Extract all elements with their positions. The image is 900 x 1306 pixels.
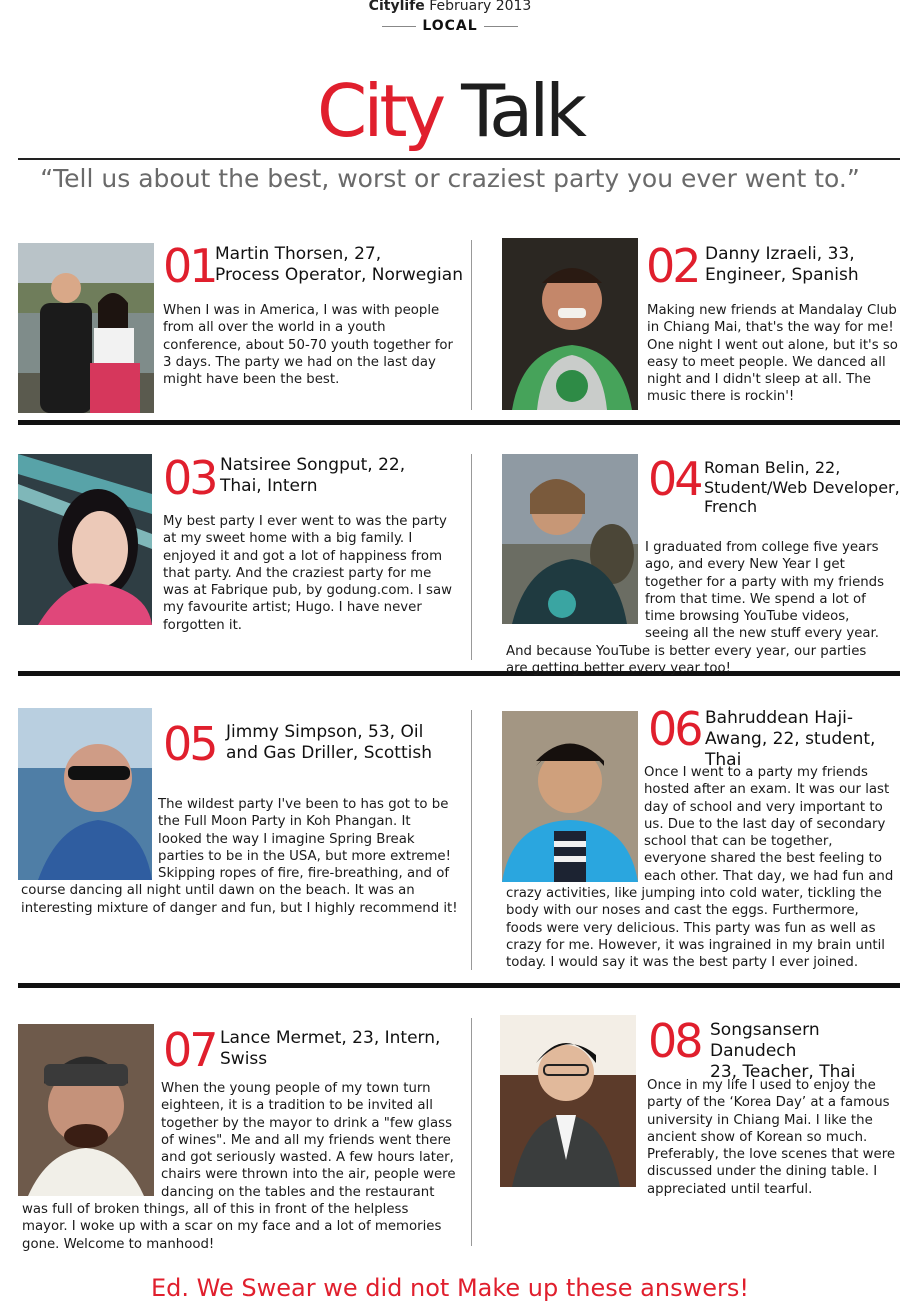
page-title [0,66,900,156]
entry-name: Natsiree Songput, 22, Thai, Intern [220,455,406,496]
entry-number: 07 [163,1023,216,1077]
entry-number: 03 [163,451,216,505]
entry-name: Bahruddean Haji- Awang, 22, student, Thai [705,708,876,770]
section-name: LOCAL [422,18,478,34]
text-wrap-spacer [506,764,644,885]
entry-name: Jimmy Simpson, 53, Oil and Gas Driller, Scottish [226,722,432,763]
divider [484,26,518,27]
column-divider [471,710,472,970]
text-wrap-spacer [22,1080,161,1184]
entry-name: Danny Izraeli, 33, Engineer, Spanish [705,244,859,285]
row-divider [18,420,900,425]
entry-name: Lance Mermet, 23, Intern, Swiss [220,1028,441,1069]
text-wrap-spacer [21,796,158,882]
divider [382,26,416,27]
question-text: “Tell us about the best, worst or craziest party you ever went to.” [40,164,860,193]
entry-name: Songsansern Danudech 23, Teacher, Thai [710,1020,856,1082]
entry-text: Making new friends at Mandalay Club in Chiang Mai, that's the way for me! One night I went out alone, but it's so easy to meet people. We danced all night and I didn't sleep at all. The music there is rockin'! [647,303,898,405]
photo-entry-2 [502,238,638,410]
title-talk: Talk [461,69,583,153]
entry-text: The wildest party I've been to has got to be the Full Moon Party in Koh Phangan. It looked the way I imagine Spring Break parties to be in the USA, but more extreme! Skipping ropes of fire, fire-breathing, and of course dancing all night until dawn on the beach. It was an interesting mixture of danger and fun, but I highly recommend it! [21,797,458,916]
entry-text: Once in my life I used to enjoy the party of the ‘Korea Day’ at a famous university in Chiang Mai. I like the ancient show of Korean so much. Preferably, the love scenes that were discussed under the dining table. I appreciated until tearful. [647,1078,896,1197]
entry-number: 02 [646,239,699,293]
issue-date: February 2013 [429,0,532,14]
title-city: City [317,69,443,153]
masthead [0,0,900,34]
entry-number: 01 [163,239,216,293]
text-wrap-spacer [506,539,645,627]
entry-text: When the young people of my town turn eighteen, it is a tradition to be invited all together by the mayor to drink a "few glass of wines". Me and all my friends went there and got seriously wasted. A few hours later, chairs were thrown into the air, people were dancing on the tables and the restaurant was full of broken things, all of this in front of the helpless mayor. I woke up with a scar on my face and a lot of memories gone. Welcome to manhood! [22,1081,456,1252]
photo-entry-3 [18,454,152,625]
column-divider [471,240,472,410]
title-rule [18,158,900,160]
publication-line [0,0,900,13]
entry-number: 08 [648,1014,701,1068]
entry-text: When I was in America, I was with people from all over the world in a youth conference, about 50-70 youth together for 3 days. The party we had on the last day might have been the best. [163,303,453,388]
row-divider [18,983,900,988]
entry-number: 06 [648,702,701,756]
entry-text: My best party I ever went to was the party at my sweet home with a big family. I enjoyed it and got a lot of happiness from that party. And the craziest party for me was at Fabrique pub, by godung.com. I saw my favourite artist; Hugo. I have never forgotten it. [163,514,453,633]
column-divider [471,454,472,660]
section-label [0,18,900,34]
entry-name: Martin Thorsen, 27, Process Operator, Norwegian [215,244,463,285]
editor-note: Ed. We Swear we did not Make up these answers! [151,1274,749,1302]
photo-entry-1 [18,243,154,413]
entry-text: I graduated from college five years ago, and every New Year I get together for a party with my friends from that time. We spend a lot of time browsing YouTube videos, seeing all the new stuff every year. And because YouTube is better every year, our parties are getting better every year too! [506,540,885,677]
column-divider [471,1018,472,1246]
publication-name: Citylife [368,0,425,14]
entry-text: Once I went to a party my friends hosted after an exam. It was our last day of school and very important to us. Due to the last day of secondary school that can be together, everyone shared the best feeling to each other. That day, we had fun and crazy activities, like jumping into cold water, tickling the body with our noses and cast the eggs. Furthermore, foods were very delicious. This party was fun as well as crazy for me. However, it was ingrained in my brain until today. I would say it was the best party I ever joined. [506,765,894,971]
entry-name: Roman Belin, 22, Student/Web Developer, French [704,458,900,516]
entry-number: 04 [648,452,701,506]
photo-entry-8 [500,1015,636,1187]
entry-number: 05 [163,717,216,771]
